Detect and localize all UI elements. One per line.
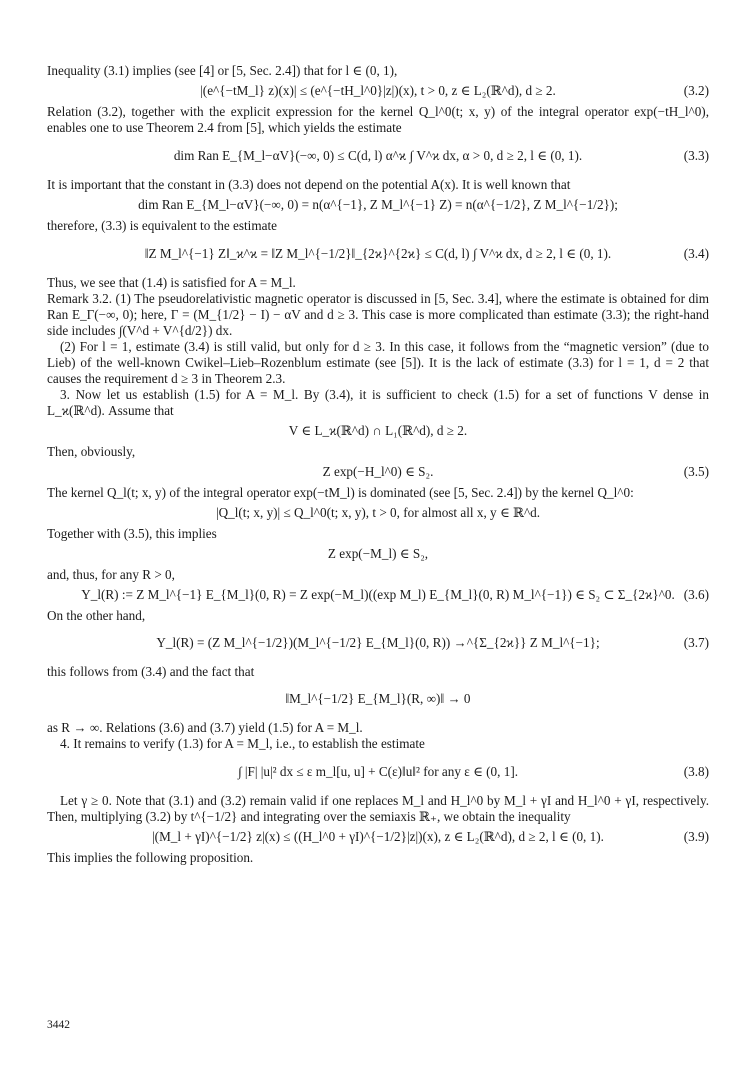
equation-number: (3.8) (683, 764, 709, 779)
paragraph-p18: This implies the following proposition. (47, 850, 254, 865)
paragraph-p1: Inequality (3.1) implies (see [4] or [5, Sec. 2.4]) that for l ∈ (0, 1), (47, 63, 398, 78)
equation-number: (3.5) (683, 464, 709, 479)
paragraph-p2: Relation (3.2), together with the explicit expression for the kernel Q_l^0(t; x, y) of the integral operator exp(−tH_l^0), enables one to use Theorem 2.4 from [5], which yields the estimate (47, 104, 709, 135)
paragraph-p16: 4. It remains to verify (1.3) for A = M_l, i.e., to establish the estimate (60, 736, 425, 751)
equation-formula: Z exp(−M_l) ∈ S₂, (327, 546, 429, 561)
equation-formula: Y_l(R) := Z M_l^{−1} E_{M_l}(0, R) = Z exp(−M_l)((exp M_l) E_{M_l}(0, R) M_l^{−1}) ∈ S₂ ⊂ Σ_{2ϰ}^0. (81, 587, 675, 602)
equation-number: (3.6) (683, 587, 709, 602)
paragraph-p7: (2) For l = 1, estimate (3.4) is still valid, but only for d ≥ 3. In this case, it follows from the “magnetic version” (due to Lieb) of the well-known Cwikel–Lieb–Rozenblum estimate (see [5]). It is the lack of estimate (3.3) for l = 1, d = 2 that causes the requirement d ≥ 3 in Theorem 2.3. (47, 339, 709, 386)
equation-formula: dim Ran E_{M_l−αV}(−∞, 0) = n(α^{−1}, Z M_l^{−1} Z) = n(α^{−1/2}, Z M_l^{−1/2}); (138, 197, 618, 212)
equation-formula: Z exp(−H_l^0) ∈ S₂. (322, 464, 434, 479)
paragraph-p10: The kernel Q_l(t; x, y) of the integral operator exp(−tM_l) is dominated (see [5, Sec. 2.4]) by the kernel Q_l^0: (47, 485, 634, 500)
equation-3-7 (47, 630, 709, 656)
equation-norm-limit (47, 686, 709, 712)
paper-page (47, 63, 709, 866)
equation-formula: |(M_l + γI)^{−1/2} z|(x) ≤ ((H_l^0 + γI)^{−1/2}|z|)(x), z ∈ L₂(ℝ^d), d ≥ 2, l ∈ (0, 1). (152, 829, 604, 844)
equation-formula: dim Ran E_{M_l−αV}(−∞, 0) ≤ C(d, l) α^ϰ ∫ V^ϰ dx, α > 0, d ≥ 2, l ∈ (0, 1). (173, 148, 583, 163)
paragraph-p5: Thus, we see that (1.4) is satisfied for A = M_l. (47, 275, 296, 290)
equation-3-8 (47, 757, 709, 787)
equation-3-6 (47, 586, 709, 604)
equation-implication (47, 545, 709, 563)
paragraph-p4: therefore, (3.3) is equivalent to the estimate (47, 218, 277, 233)
equation-formula: |(e^{−tM_l} z)(x)| ≤ (e^{−tH_l^0}|z|)(x), t > 0, z ∈ L₂(ℝ^d), d ≥ 2. (200, 83, 556, 98)
equation-assumption (47, 422, 709, 440)
equation-formula: ‖M_l^{−1/2} E_{M_l}(R, ∞)‖ → 0 (285, 691, 471, 706)
paragraph-p3: It is important that the constant in (3.3) does not depend on the potential A(x). It is well known that (47, 177, 571, 192)
equation-number: (3.2) (683, 83, 709, 98)
paragraph-p8: 3. Now let us establish (1.5) for A = M_l. By (3.4), it is sufficient to check (1.5) for a set of functions V dense in L_ϰ(ℝ^d). Assume that (47, 387, 709, 418)
equation-formula: Y_l(R) = (Z M_l^{−1/2})(M_l^{−1/2} E_{M_l}(0, R)) →^{Σ_{2ϰ}} Z M_l^{−1}; (156, 635, 600, 650)
equation-kernel (47, 504, 709, 522)
paragraph-p11: Together with (3.5), this implies (47, 526, 217, 541)
paragraph-p17: Let γ ≥ 0. Note that (3.1) and (3.2) remain valid if one replaces M_l and H_l^0 by M_l + γI and H_l^0 + γI, respectively. Then, multiplying (3.2) by t^{−1/2} and integrating over the semiaxis ℝ₊, we obtain the inequality (47, 793, 709, 824)
paragraph-p9: Then, obviously, (47, 444, 136, 459)
equation-formula: ‖Z M_l^{−1} Z‖_ϰ^ϰ = ‖Z M_l^{−1/2}‖_{2ϰ}^{2ϰ} ≤ C(d, l) ∫ V^ϰ dx, d ≥ 2, l ∈ (0, 1). (144, 246, 612, 261)
equation-formula: |Q_l(t; x, y)| ≤ Q_l^0(t; x, y), t > 0, for almost all x, y ∈ ℝ^d. (215, 505, 541, 520)
equation-number: (3.9) (683, 829, 709, 844)
page-number: 3442 (47, 1019, 70, 1031)
paragraph-p13: On the other hand, (47, 608, 146, 623)
equation-3-5 (47, 463, 709, 481)
equation-formula: V ∈ L_ϰ(ℝ^d) ∩ L₁(ℝ^d), d ≥ 2. (288, 423, 468, 438)
equation-number: (3.3) (683, 148, 709, 163)
equation-dim-ran (47, 196, 709, 214)
equation-3-4 (47, 239, 709, 269)
paragraph-p12: and, thus, for any R > 0, (47, 567, 175, 582)
equation-3-9 (47, 828, 709, 846)
equation-number: (3.4) (683, 246, 709, 261)
paragraph-p14: this follows from (3.4) and the fact that (47, 664, 255, 679)
equation-number: (3.7) (683, 635, 709, 650)
equation-3-2 (47, 82, 709, 100)
remark-3-2: Remark 3.2. (1) The pseudorelativistic magnetic operator is discussed in [5, Sec. 3.4], where the estimate is obtained for dim Ran E_Γ(−∞, 0); here, Γ = (M_{1/2} − I) − αV and d ≥ 3. This case is more complicated than estimate (3.3); the right-hand side includes ∫(V^d + V^{d/2}) dx. (47, 291, 709, 338)
equation-formula: ∫ |F| |u|² dx ≤ ε m_l[u, u] + C(ε)‖u‖² for any ε ∈ (0, 1]. (237, 764, 519, 779)
equation-3-3 (47, 141, 709, 171)
paragraph-p15: as R → ∞. Relations (3.6) and (3.7) yield (1.5) for A = M_l. (47, 720, 363, 735)
